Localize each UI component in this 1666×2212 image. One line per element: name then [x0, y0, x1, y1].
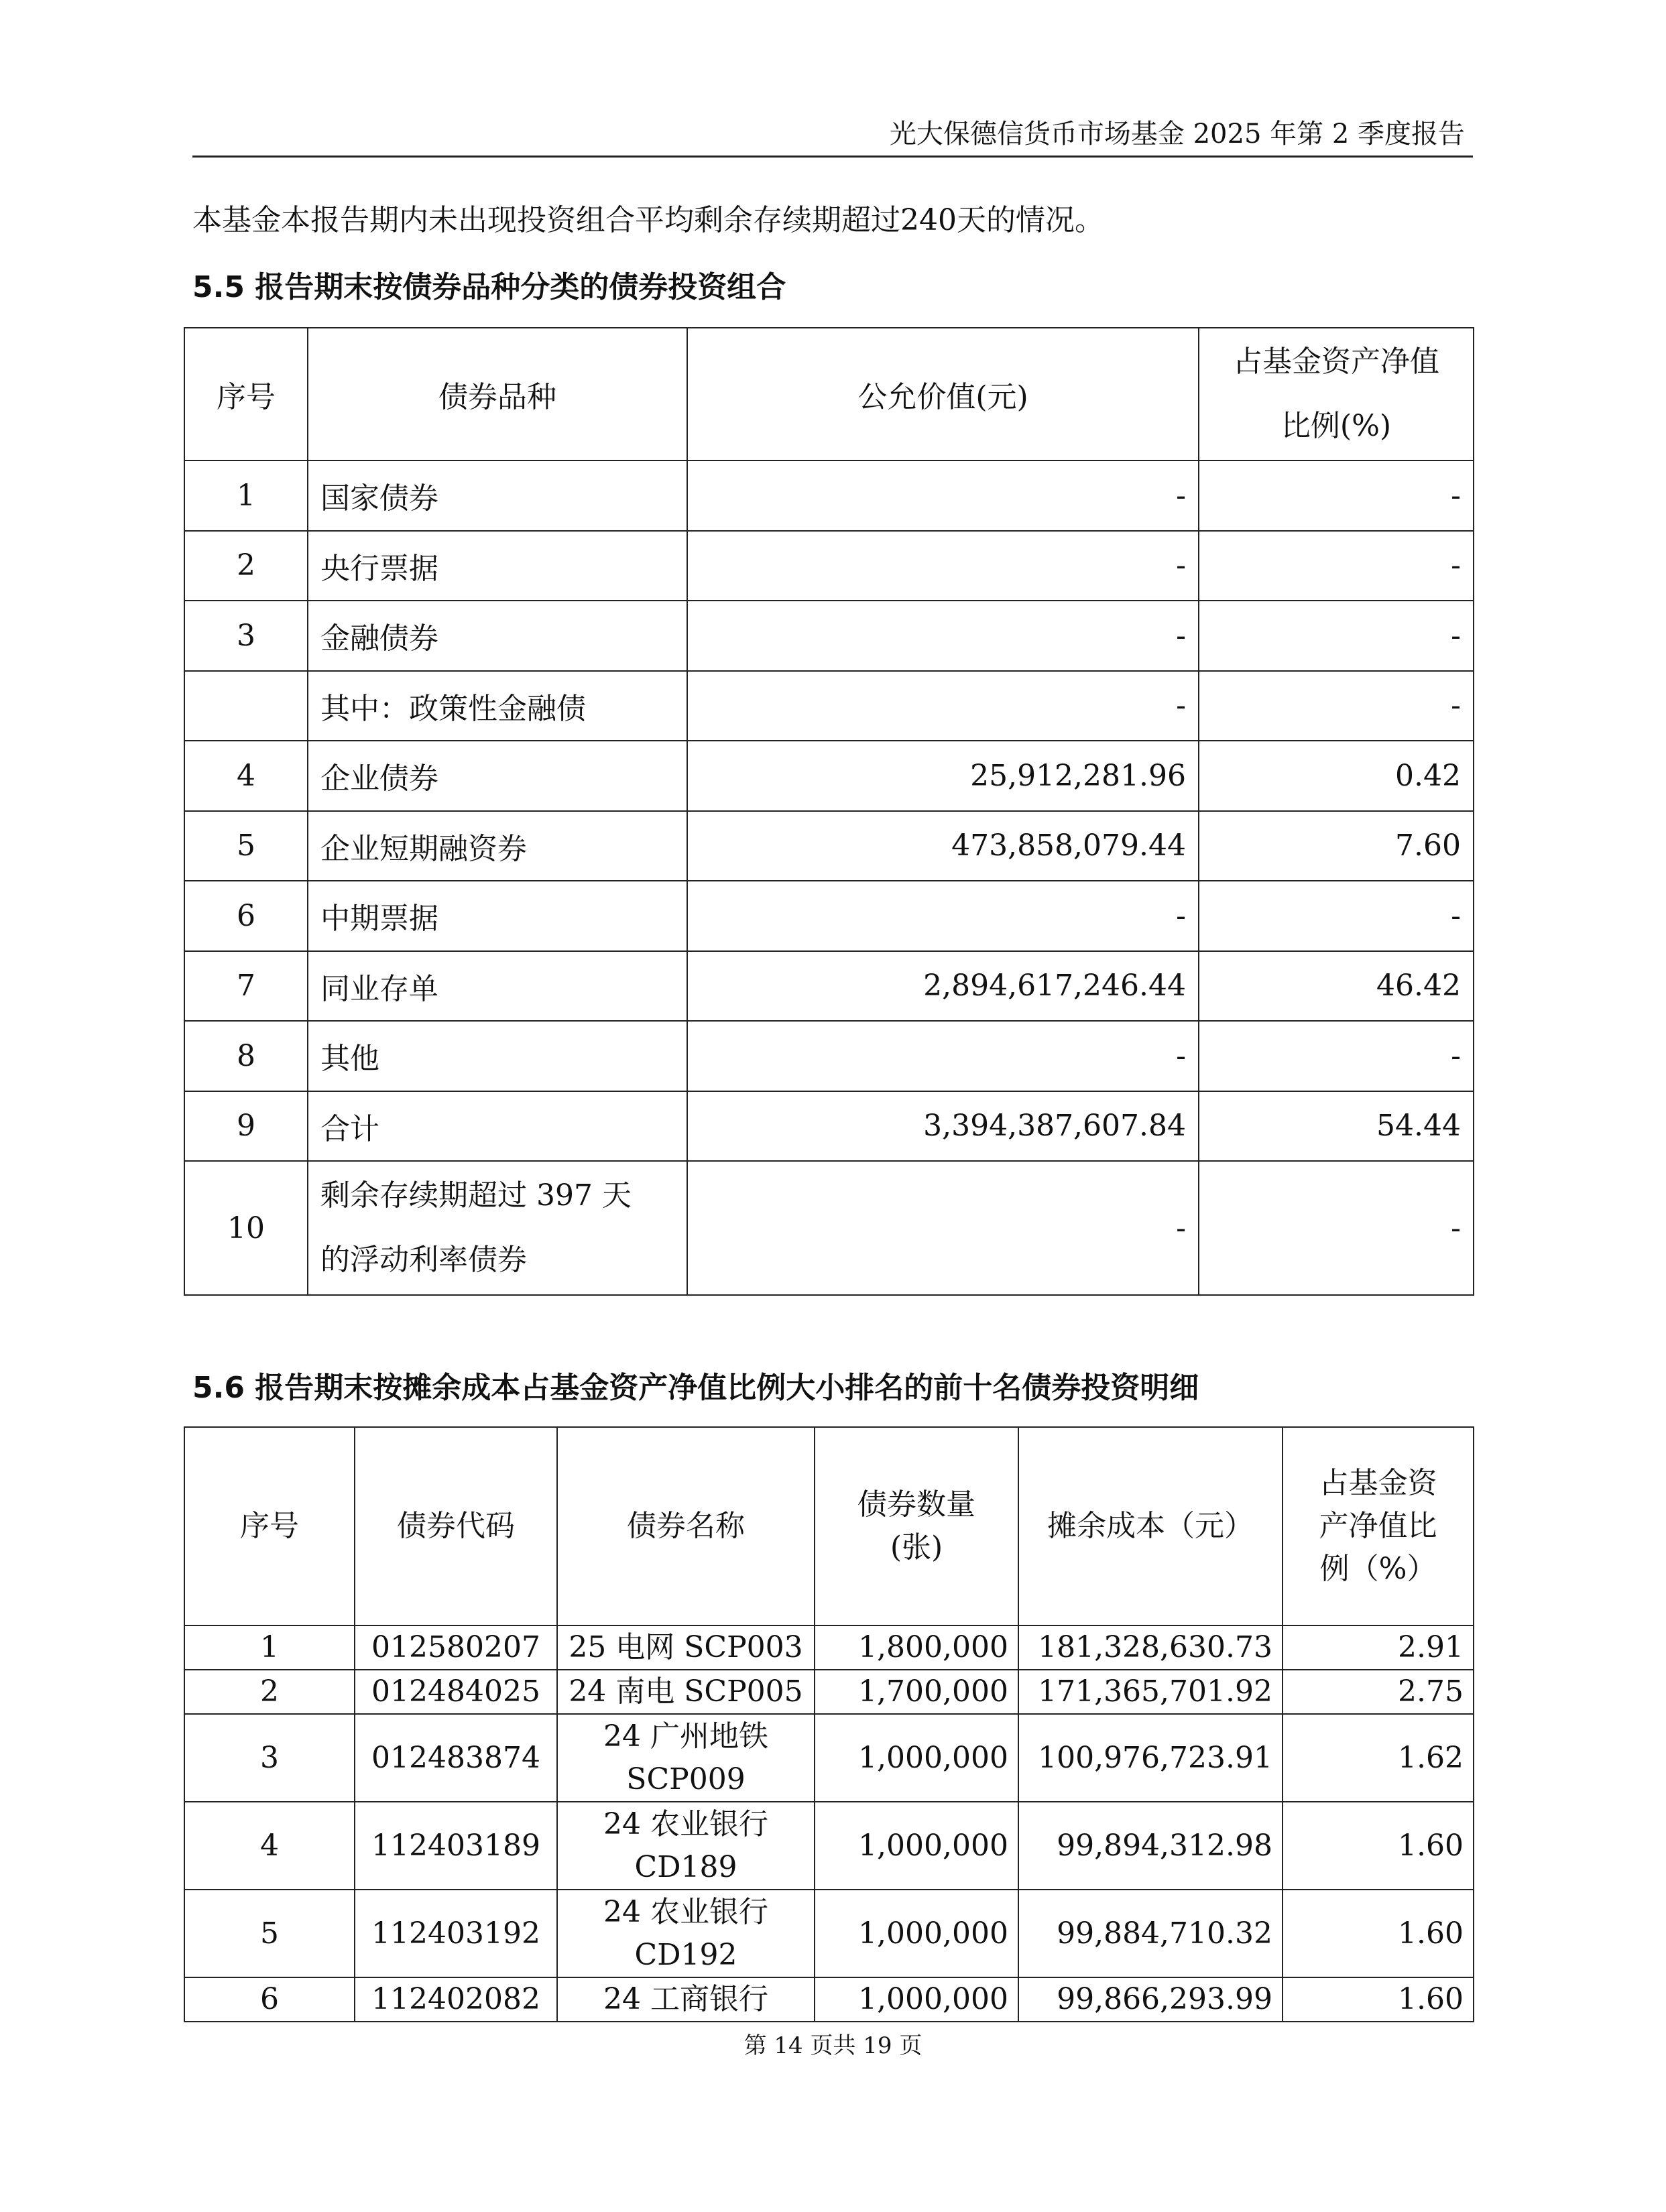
- table-row: [184, 1670, 1474, 1714]
- cell-amortized-cost: 181,328,630.73: [1018, 1625, 1283, 1670]
- cell-bond-name-line2: CD189: [634, 1849, 737, 1884]
- table-row: [184, 601, 1474, 671]
- column-header-quantity-line1: 债券数量: [857, 1487, 975, 1522]
- column-header-nav-ratio-line1: 占基金资: [1319, 1466, 1437, 1500]
- cell-bond-type: [308, 1161, 687, 1295]
- cell-bond-name-line2: CD192: [634, 1937, 737, 1972]
- cell-bond-type-line2: 的浮动利率债券: [320, 1243, 527, 1277]
- cell-no: 6: [184, 881, 308, 951]
- cell-no: 2: [184, 1670, 355, 1714]
- table-row: [184, 1802, 1474, 1890]
- cell-nav-ratio: 1.60: [1283, 1890, 1474, 1977]
- cell-no: 3: [184, 601, 308, 671]
- cell-fair-value: 25,912,281.96: [687, 741, 1199, 811]
- cell-fair-value: -: [687, 881, 1199, 951]
- cell-nav-ratio: 46.42: [1199, 951, 1474, 1022]
- cell-no: 3: [184, 1714, 355, 1802]
- cell-bond-type: 企业短期融资券: [308, 811, 687, 881]
- table-row: [184, 881, 1474, 951]
- column-header-bond-code: 债券代码: [355, 1427, 557, 1625]
- cell-bond-name-line1: 24 农业银行: [603, 1806, 768, 1841]
- column-header-amortized-cost: 摊余成本（元）: [1018, 1427, 1283, 1625]
- cell-bond-type: 其中：政策性金融债: [308, 671, 687, 741]
- cell-nav-ratio: -: [1199, 671, 1474, 741]
- cell-amortized-cost: 171,365,701.92: [1018, 1670, 1283, 1714]
- cell-amortized-cost: 100,976,723.91: [1018, 1714, 1283, 1802]
- column-header-bond-type: 债券品种: [308, 328, 687, 460]
- cell-quantity: 1,000,000: [815, 1977, 1018, 2022]
- cell-bond-code: 112403192: [355, 1890, 557, 1977]
- bond-type-table: [184, 327, 1474, 1296]
- column-header-no: 序号: [184, 328, 308, 460]
- column-header-quantity-line2: (张): [890, 1530, 943, 1564]
- table-row: [184, 531, 1474, 601]
- intro-paragraph: 本基金本报告期内未出现投资组合平均剩余存续期超过240天的情况。: [192, 203, 1104, 237]
- cell-bond-type: 合计: [308, 1091, 687, 1162]
- cell-nav-ratio: -: [1199, 601, 1474, 671]
- cell-bond-type: 同业存单: [308, 951, 687, 1022]
- table-row: [184, 1890, 1474, 1977]
- table-row: [184, 1714, 1474, 1802]
- cell-no: 4: [184, 1802, 355, 1890]
- cell-bond-type-line1: 剩余存续期超过 397 天: [320, 1178, 632, 1213]
- cell-no: 2: [184, 531, 308, 601]
- column-header-nav-ratio-line2: 产净值比: [1319, 1509, 1437, 1543]
- cell-bond-code: 012484025: [355, 1670, 557, 1714]
- column-header-no: 序号: [184, 1427, 355, 1625]
- top-ten-bonds-table: [184, 1426, 1474, 2022]
- cell-bond-code: 112402082: [355, 1977, 557, 2022]
- cell-nav-ratio: -: [1199, 460, 1474, 531]
- cell-fair-value: 473,858,079.44: [687, 811, 1199, 881]
- cell-no: 9: [184, 1091, 308, 1162]
- cell-bond-name-line2: SCP009: [626, 1762, 746, 1796]
- column-header-quantity: [815, 1427, 1018, 1625]
- cell-nav-ratio: 2.91: [1283, 1625, 1474, 1670]
- cell-fair-value: 2,894,617,246.44: [687, 951, 1199, 1022]
- cell-quantity: 1,000,000: [815, 1714, 1018, 1802]
- cell-bond-code: 012483874: [355, 1714, 557, 1802]
- cell-fair-value: -: [687, 1161, 1199, 1295]
- table-row: [184, 1091, 1474, 1162]
- cell-fair-value: -: [687, 1021, 1199, 1091]
- column-header-nav-ratio: [1199, 328, 1474, 460]
- cell-no: 1: [184, 460, 308, 531]
- cell-bond-type: 央行票据: [308, 531, 687, 601]
- cell-no: 1: [184, 1625, 355, 1670]
- page-number: 第 14 页共 19 页: [743, 2032, 923, 2059]
- cell-bond-code: 112403189: [355, 1802, 557, 1890]
- cell-quantity: 1,800,000: [815, 1625, 1018, 1670]
- cell-no: [184, 671, 308, 741]
- cell-bond-code: 012580207: [355, 1625, 557, 1670]
- cell-bond-type: 金融债券: [308, 601, 687, 671]
- cell-bond-name-line1: 24 农业银行: [603, 1894, 768, 1929]
- table-row: [184, 1625, 1474, 1670]
- cell-quantity: 1,700,000: [815, 1670, 1018, 1714]
- cell-bond-name: 24 南电 SCP005: [557, 1670, 815, 1714]
- cell-nav-ratio: -: [1199, 1021, 1474, 1091]
- cell-bond-name: [557, 1802, 815, 1890]
- cell-nav-ratio: 7.60: [1199, 811, 1474, 881]
- cell-nav-ratio: 2.75: [1283, 1670, 1474, 1714]
- column-header-nav-ratio-line1: 占基金资产净值: [1233, 345, 1439, 379]
- table-row: [184, 671, 1474, 741]
- cell-nav-ratio: 1.60: [1283, 1802, 1474, 1890]
- table-row: [184, 1161, 1474, 1295]
- cell-nav-ratio: -: [1199, 881, 1474, 951]
- cell-nav-ratio: -: [1199, 531, 1474, 601]
- cell-bond-name: 24 工商银行: [557, 1977, 815, 2022]
- cell-fair-value: 3,394,387,607.84: [687, 1091, 1199, 1162]
- cell-amortized-cost: 99,894,312.98: [1018, 1802, 1283, 1890]
- table-header-row: [184, 328, 1474, 460]
- report-header-title: 光大保德信货币市场基金 2025 年第 2 季度报告: [889, 119, 1465, 149]
- cell-nav-ratio: 54.44: [1199, 1091, 1474, 1162]
- cell-bond-type: 国家债券: [308, 460, 687, 531]
- column-header-nav-ratio: [1283, 1427, 1474, 1625]
- cell-amortized-cost: 99,884,710.32: [1018, 1890, 1283, 1977]
- cell-fair-value: -: [687, 460, 1199, 531]
- cell-nav-ratio: 0.42: [1199, 741, 1474, 811]
- cell-no: 4: [184, 741, 308, 811]
- cell-bond-name: 25 电网 SCP003: [557, 1625, 815, 1670]
- cell-quantity: 1,000,000: [815, 1802, 1018, 1890]
- table-row: [184, 811, 1474, 881]
- table-header-row: [184, 1427, 1474, 1625]
- table-row: [184, 1021, 1474, 1091]
- cell-bond-type: 企业债券: [308, 741, 687, 811]
- cell-no: 8: [184, 1021, 308, 1091]
- table-row: [184, 460, 1474, 531]
- header-divider: [192, 156, 1473, 158]
- cell-nav-ratio: 1.62: [1283, 1714, 1474, 1802]
- section-heading-5-5: 5.5 报告期末按债券品种分类的债券投资组合: [192, 270, 786, 304]
- cell-nav-ratio: -: [1199, 1161, 1474, 1295]
- cell-fair-value: -: [687, 531, 1199, 601]
- table-row: [184, 951, 1474, 1022]
- cell-no: 6: [184, 1977, 355, 2022]
- cell-nav-ratio: 1.60: [1283, 1977, 1474, 2022]
- cell-no: 10: [184, 1161, 308, 1295]
- table-row: [184, 741, 1474, 811]
- column-header-nav-ratio-line3: 例（%）: [1319, 1552, 1437, 1586]
- column-header-nav-ratio-line2: 比例(%): [1281, 409, 1392, 443]
- cell-bond-name-line1: 24 广州地铁: [603, 1719, 768, 1754]
- cell-no: 7: [184, 951, 308, 1022]
- cell-fair-value: -: [687, 671, 1199, 741]
- table-row: [184, 1977, 1474, 2022]
- cell-amortized-cost: 99,866,293.99: [1018, 1977, 1283, 2022]
- cell-no: 5: [184, 1890, 355, 1977]
- column-header-bond-name: 债券名称: [557, 1427, 815, 1625]
- cell-bond-name: [557, 1714, 815, 1802]
- cell-no: 5: [184, 811, 308, 881]
- section-heading-5-6: 5.6 报告期末按摊余成本占基金资产净值比例大小排名的前十名债券投资明细: [192, 1371, 1199, 1405]
- cell-quantity: 1,000,000: [815, 1890, 1018, 1977]
- cell-fair-value: -: [687, 601, 1199, 671]
- column-header-fair-value: 公允价值(元): [687, 328, 1199, 460]
- cell-bond-name: [557, 1890, 815, 1977]
- cell-bond-type: 中期票据: [308, 881, 687, 951]
- cell-bond-type: 其他: [308, 1021, 687, 1091]
